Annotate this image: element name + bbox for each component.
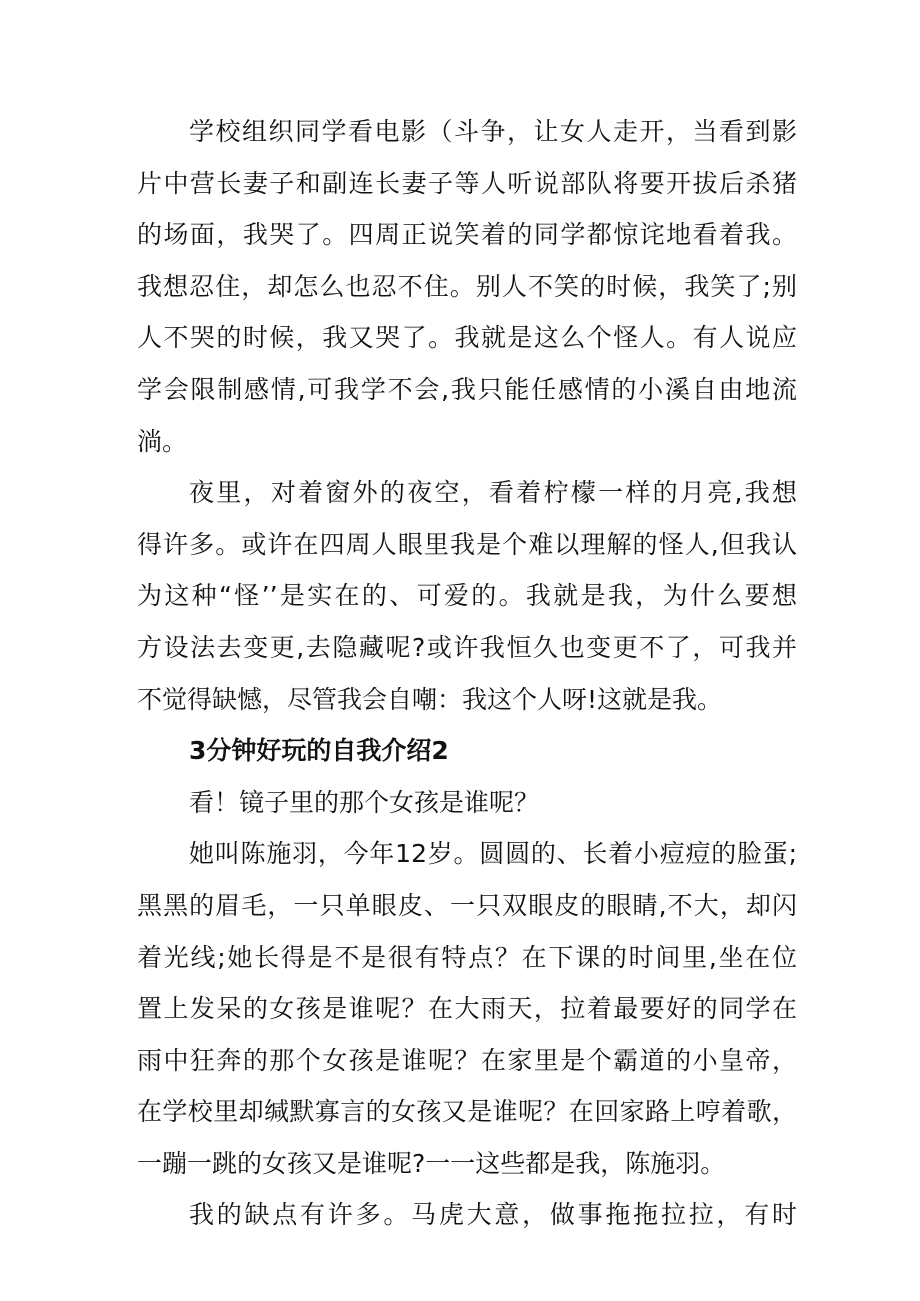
paragraph-4-line-3: 着光线;她长得是不是很有特点？在下课的时间里,坐在位 [137, 942, 797, 972]
paragraph-1-line-3: 的场面，我哭了。四周正说笑着的同学都惊诧地看着我。 [137, 220, 797, 250]
paragraph-2-line-3: 为这种“怪’’是实在的、可爱的。我就是我，为什么要想 [137, 581, 797, 611]
paragraph-4-line-7: 一蹦一跳的女孩又是谁呢?一一这些都是我，陈施羽。 [137, 1148, 726, 1178]
paragraph-1-line-5: 人不哭的时候，我又哭了。我就是这么个怪人。有人说应 [137, 323, 797, 353]
paragraph-4-line-1: 她叫陈施羽，今年12岁。圆圆的、长着小痘痘的脸蛋; [189, 839, 797, 869]
paragraph-5-line-1: 我的缺点有许多。马虎大意，做事拖拖拉拉，有时 [189, 1200, 797, 1230]
paragraph-1-line-4: 我想忍住，却怎么也忍不住。别人不笑的时候，我笑了;别 [137, 271, 797, 301]
paragraph-1-line-2: 片中营长妻子和副连长妻子等人听说部队将要开拔后杀猪 [137, 168, 797, 198]
paragraph-4-line-5: 雨中狂奔的那个女孩是谁呢？在家里是个霸道的小皇帝， [137, 1045, 797, 1075]
paragraph-2-line-1: 夜里，对着窗外的夜空，看着柠檬一样的月亮,我想 [189, 478, 797, 508]
paragraph-4-line-2: 黑黑的眉毛，一只单眼皮、一只双眼皮的眼睛,不大，却闪 [137, 890, 797, 920]
paragraph-4-line-4: 置上发呆的女孩是谁呢？在大雨天，拉着最要好的同学在 [137, 994, 797, 1024]
paragraph-1-line-1: 学校组织同学看电影（斗争，让女人走开，当看到影 [189, 117, 797, 146]
essay-body [137, 106, 797, 1241]
paragraph-2-line-5: 不觉得缺憾，尽管我会自嘲：我这个人呀!这就是我。 [137, 684, 723, 714]
paragraph-3-line-1: 看！镜子里的那个女孩是谁呢？ [189, 787, 540, 817]
paragraph-1-line-7: 淌。 [137, 426, 188, 456]
paragraph-1-line-6: 学会限制感情,可我学不会,我只能任感情的小溪自由地流 [137, 374, 797, 404]
section-heading: 3分钟好玩的自我介绍2 [189, 736, 449, 766]
paragraph-2-line-4: 方设法去变更,去隐藏呢?或许我恒久也变更不了，可我并 [137, 632, 797, 662]
paragraph-4-line-6: 在学校里却缄默寡言的女孩又是谁呢？在回家路上哼着歌， [137, 1097, 797, 1127]
paragraph-2-line-2: 得许多。或许在四周人眼里我是个难以理解的怪人,但我认 [137, 529, 797, 559]
